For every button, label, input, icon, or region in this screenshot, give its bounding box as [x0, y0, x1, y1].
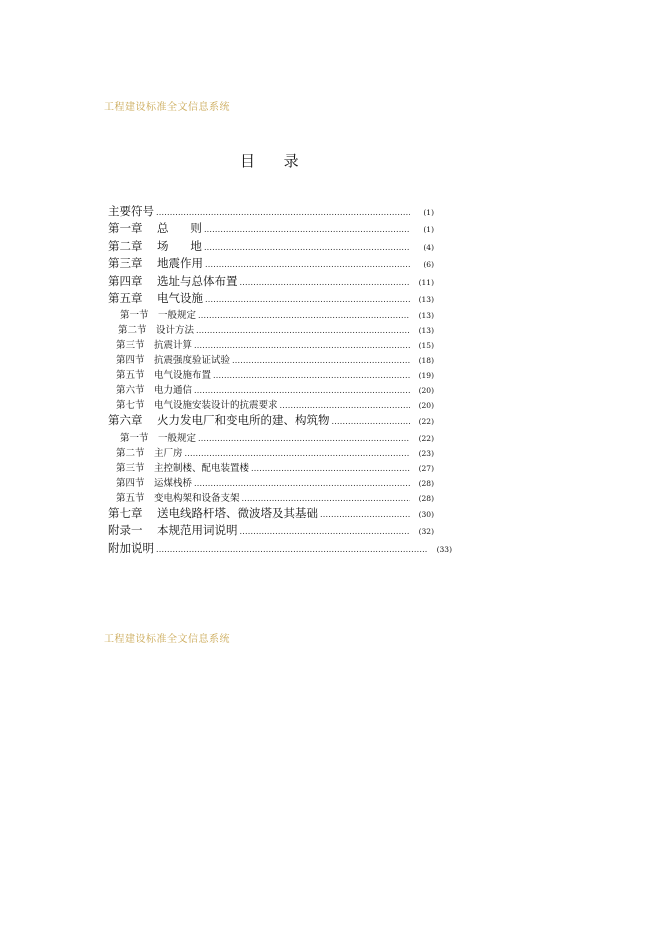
- leader-dots: [332, 417, 411, 426]
- watermark-bottom: 工程建设标准全文信息系统: [104, 634, 230, 645]
- toc-number: 第三节: [116, 340, 145, 352]
- toc-page: (23): [418, 448, 434, 458]
- leader-dots: [280, 401, 410, 410]
- watermark-top: 工程建设标准全文信息系统: [104, 102, 230, 113]
- toc-entry[interactable]: [108, 382, 434, 397]
- leader-dots: [240, 278, 411, 287]
- toc-entry[interactable]: [108, 255, 434, 272]
- toc-entry[interactable]: [108, 290, 434, 307]
- toc-label: 电气设施布置: [154, 370, 212, 382]
- toc-entry[interactable]: [108, 307, 434, 322]
- toc-entry[interactable]: [108, 540, 452, 557]
- leader-dots: [194, 341, 410, 350]
- toc-entry[interactable]: [108, 273, 434, 290]
- page-title: 目 录: [240, 152, 299, 170]
- leader-dots: [232, 356, 410, 365]
- leader-dots: [204, 225, 410, 234]
- toc-entry[interactable]: [108, 475, 434, 490]
- toc-page: (15): [418, 341, 434, 351]
- toc-number: 第四章: [108, 273, 143, 288]
- toc-entry[interactable]: [108, 238, 434, 255]
- toc-number: 附录一: [108, 523, 143, 538]
- toc-entry[interactable]: [108, 412, 434, 429]
- toc-entry[interactable]: [108, 220, 434, 237]
- toc-page: (13): [418, 311, 434, 321]
- toc-label: 选址与总体布置: [157, 273, 238, 288]
- toc-label: 电力通信: [154, 385, 193, 397]
- toc-page: (27): [418, 463, 434, 473]
- leader-dots: [204, 243, 410, 252]
- toc-label: 电气设施安装设计的抗震要求: [154, 400, 278, 412]
- toc-page: (11): [418, 277, 434, 287]
- toc-page: (6): [423, 260, 434, 270]
- toc-page: (22): [418, 417, 434, 427]
- leader-dots: [251, 464, 410, 473]
- toc-entry[interactable]: [108, 445, 434, 460]
- toc-label: 本规范用词说明: [157, 523, 238, 538]
- toc-entry[interactable]: [108, 367, 434, 382]
- toc-entry[interactable]: [108, 460, 434, 475]
- toc-number: 第五章: [108, 290, 143, 305]
- toc-page: (4): [423, 242, 434, 252]
- toc-label: 一般规定: [158, 310, 197, 322]
- toc-entry[interactable]: [108, 397, 434, 412]
- toc-page: (13): [418, 294, 434, 304]
- toc-number: 第七章: [108, 505, 143, 520]
- toc-number: 第四节: [116, 477, 145, 489]
- toc-page: (33): [436, 544, 452, 554]
- toc-label: 变电构架和设备支架: [154, 492, 240, 504]
- leader-dots: [194, 386, 410, 395]
- toc-label: 总 则: [157, 221, 202, 236]
- toc-label: 地震作用: [157, 256, 203, 271]
- toc-page: (28): [418, 478, 434, 488]
- toc-page: (30): [418, 509, 434, 519]
- toc-entry[interactable]: [108, 490, 434, 505]
- toc-number: 第六节: [116, 385, 145, 397]
- toc-number: 第一节: [120, 310, 149, 322]
- leader-dots: [156, 545, 428, 554]
- toc-number: 第七节: [116, 400, 145, 412]
- toc-page: (13): [418, 326, 434, 336]
- toc-entry[interactable]: [108, 203, 434, 220]
- leader-dots: [205, 295, 410, 304]
- toc-page: (19): [418, 371, 434, 381]
- leader-dots: [240, 527, 411, 536]
- toc-label: 运煤栈桥: [154, 477, 193, 489]
- toc-number: 附加说明: [108, 540, 154, 555]
- toc-label: 场 地: [157, 238, 202, 253]
- toc-label: 抗震计算: [154, 340, 193, 352]
- toc-number: 第一章: [108, 221, 143, 236]
- leader-dots: [320, 510, 410, 519]
- toc-page: (20): [418, 386, 434, 396]
- toc-label: 主控制楼、配电装置楼: [154, 462, 250, 474]
- toc-entry[interactable]: [108, 430, 434, 445]
- toc-label: 抗震强度验证试验: [154, 355, 231, 367]
- toc-page: (22): [418, 433, 434, 443]
- leader-dots: [198, 434, 410, 443]
- toc-page: (1): [423, 208, 434, 217]
- leader-dots: [194, 479, 410, 488]
- leader-dots: [205, 260, 410, 269]
- toc-number: 第六章: [108, 413, 143, 428]
- toc-label: 一般规定: [158, 432, 197, 444]
- toc-number: 第二章: [108, 238, 143, 253]
- toc-number: 第五节: [116, 492, 145, 504]
- toc-number: 主要符号: [108, 204, 154, 218]
- toc-number: 第一节: [120, 432, 149, 444]
- toc-entry[interactable]: [108, 352, 434, 367]
- leader-dots: [198, 311, 410, 320]
- toc-label: 主厂房: [154, 447, 183, 459]
- toc-number: 第四节: [116, 355, 145, 367]
- toc-page: (18): [418, 356, 434, 366]
- table-of-contents: [108, 203, 452, 557]
- leader-dots: [213, 371, 410, 380]
- leader-dots: [196, 326, 410, 335]
- toc-label: 送电线路杆塔、微波塔及其基础: [157, 505, 318, 520]
- leader-dots: [185, 449, 410, 458]
- toc-entry[interactable]: [108, 522, 434, 539]
- toc-label: 火力发电厂和变电所的建、构筑物: [157, 413, 330, 428]
- toc-page: (1): [423, 225, 434, 235]
- leader-dots: [156, 208, 410, 217]
- toc-number: 第五节: [116, 370, 145, 382]
- toc-page: (28): [418, 493, 434, 503]
- toc-page: (32): [418, 527, 434, 537]
- toc-entry[interactable]: [108, 337, 434, 352]
- toc-entry[interactable]: [108, 322, 434, 337]
- toc-label: 电气设施: [157, 290, 203, 305]
- leader-dots: [242, 494, 410, 503]
- toc-entry[interactable]: [108, 505, 434, 522]
- toc-number: 第三章: [108, 256, 143, 271]
- toc-number: 第二节: [118, 325, 147, 337]
- toc-number: 第二节: [116, 447, 145, 459]
- toc-label: 设计方法: [156, 325, 195, 337]
- toc-page: (20): [418, 401, 434, 411]
- toc-number: 第三节: [116, 462, 145, 474]
